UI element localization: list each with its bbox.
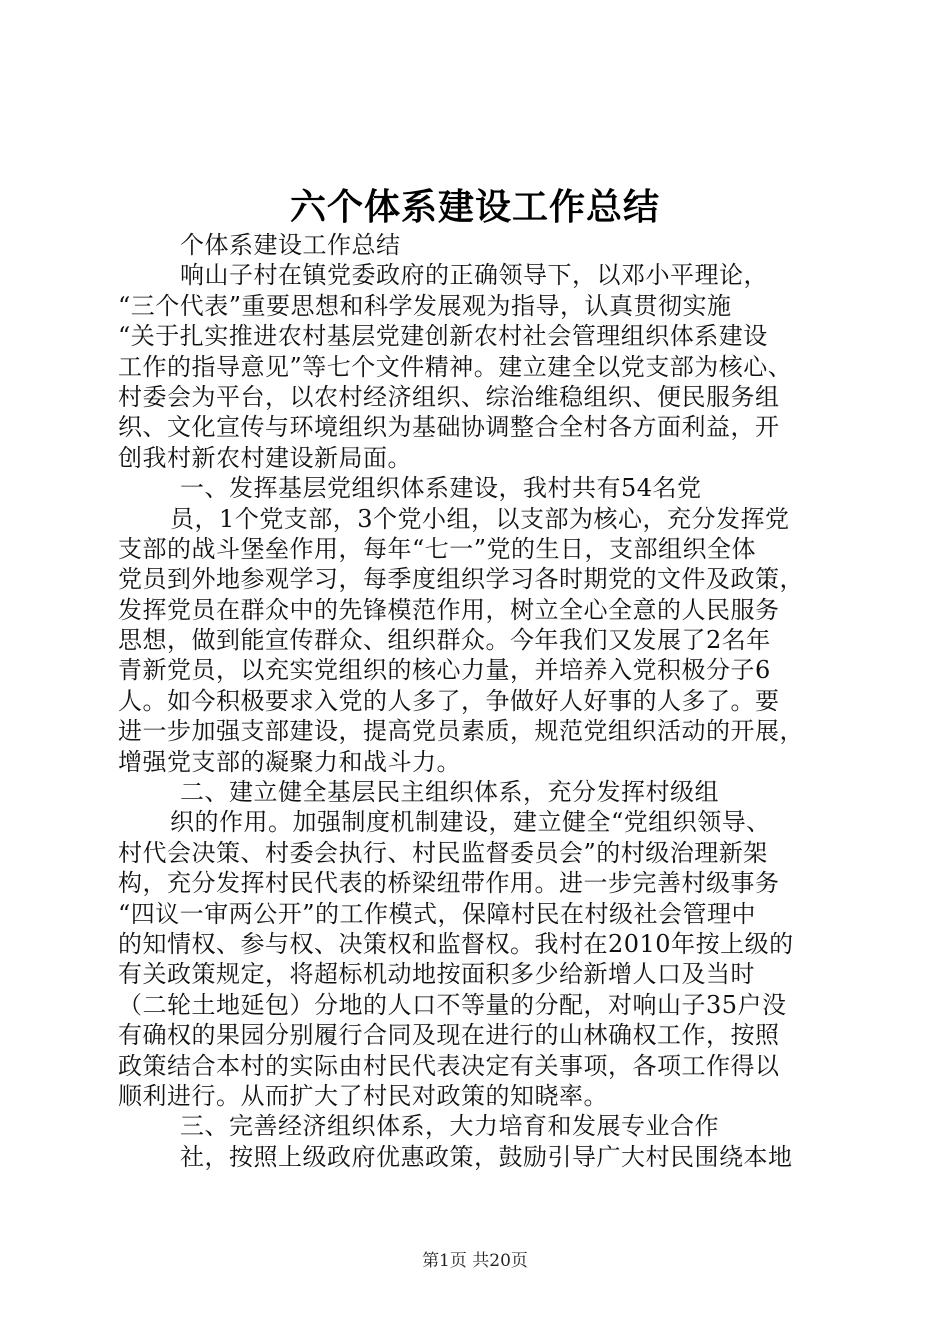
text-line: 党员到外地参观学习，每季度组织学习各时期党的文件及政策， [118,565,804,594]
text-line: 村委会为平台，以农村经济组织、综治维稳组织、便民服务组 [118,382,780,411]
text-line: 青新党员，以充实党组织的核心力量，并培养入党积极分子6 [118,656,771,685]
text-line: （二轮土地延包）分地的人口不等量的分配，对响山子35户没 [118,990,787,1019]
text-line: 增强党支部的凝聚力和战斗力。 [118,747,461,776]
text-line: 三、完善经济组织体系，大力培育和发展专业合作 [180,1112,719,1141]
text-line: 进一步加强支部建设，提高党员素质，规范党组织活动的开展， [118,717,804,746]
text-line: 构，充分发挥村民代表的桥梁纽带作用。进一步完善村级事务 [118,869,780,898]
text-line: 个体系建设工作总结 [180,231,401,259]
text-line: 创我村新农村建设新局面。 [118,443,412,472]
text-line: 二、建立健全基层民主组织体系，充分发挥村级组 [180,778,719,807]
text-line: 的知情权、参与权、决策权和监督权。我村在2010年按上级的 [118,929,794,958]
document-title: 六个体系建设工作总结 [289,186,660,228]
text-line: 员，1个党支部，3个党小组，以支部为核心，充分发挥党 [170,504,790,533]
text-line: “关于扎实推进农村基层党建创新农村社会管理组织体系建设 [118,322,768,351]
text-line: 政策结合本村的实际由村民代表决定有关事项，各项工作得以 [118,1051,780,1080]
text-line: 织的作用。加强制度机制建设，建立健全“党组织领导、 [170,808,771,837]
text-line: 织、文化宣传与环境组织为基础协调整合全村各方面利益，开 [118,413,780,442]
text-line: 工作的指导意见”等七个文件精神。建立建全以党支部为核心、 [118,352,793,381]
text-line: 村代会决策、村委会执行、村民监督委员会”的村级治理新架 [118,838,768,867]
document-body [118,230,838,1172]
text-line: 顺利进行。从而扩大了村民对政策的知晓率。 [118,1081,608,1110]
text-line: 社，按照上级政府优惠政策，鼓励引导广大村民围绕本地 [180,1142,793,1171]
page-footer: 第1页 共20页 [422,1251,528,1271]
text-line: “四议一审两公开”的工作模式，保障村民在村级社会管理中 [118,899,757,928]
text-line: 有确权的果园分别履行合同及现在进行的山林确权工作，按照 [118,1021,780,1050]
text-line: 支部的战斗堡垒作用，每年“七一”党的生日，支部组织全体 [118,534,757,563]
text-line: 响山子村在镇党委政府的正确领导下，以邓小平理论， [180,261,768,290]
text-line: 人。如今积极要求入党的人多了，争做好人好事的人多了。要 [118,686,780,715]
text-line: 一、发挥基层党组织体系建设，我村共有54名党 [180,474,702,503]
text-line: 思想，做到能宣传群众、组织群众。今年我们又发展了2名年 [118,626,771,655]
text-line: 发挥党员在群众中的先锋模范作用，树立全心全意的人民服务 [118,595,780,624]
text-line: “三个代表”重要思想和科学发展观为指导，认真贯彻实施 [118,291,732,320]
text-line: 有关政策规定，将超标机动地按面积多少给新增人口及当时 [118,960,755,989]
